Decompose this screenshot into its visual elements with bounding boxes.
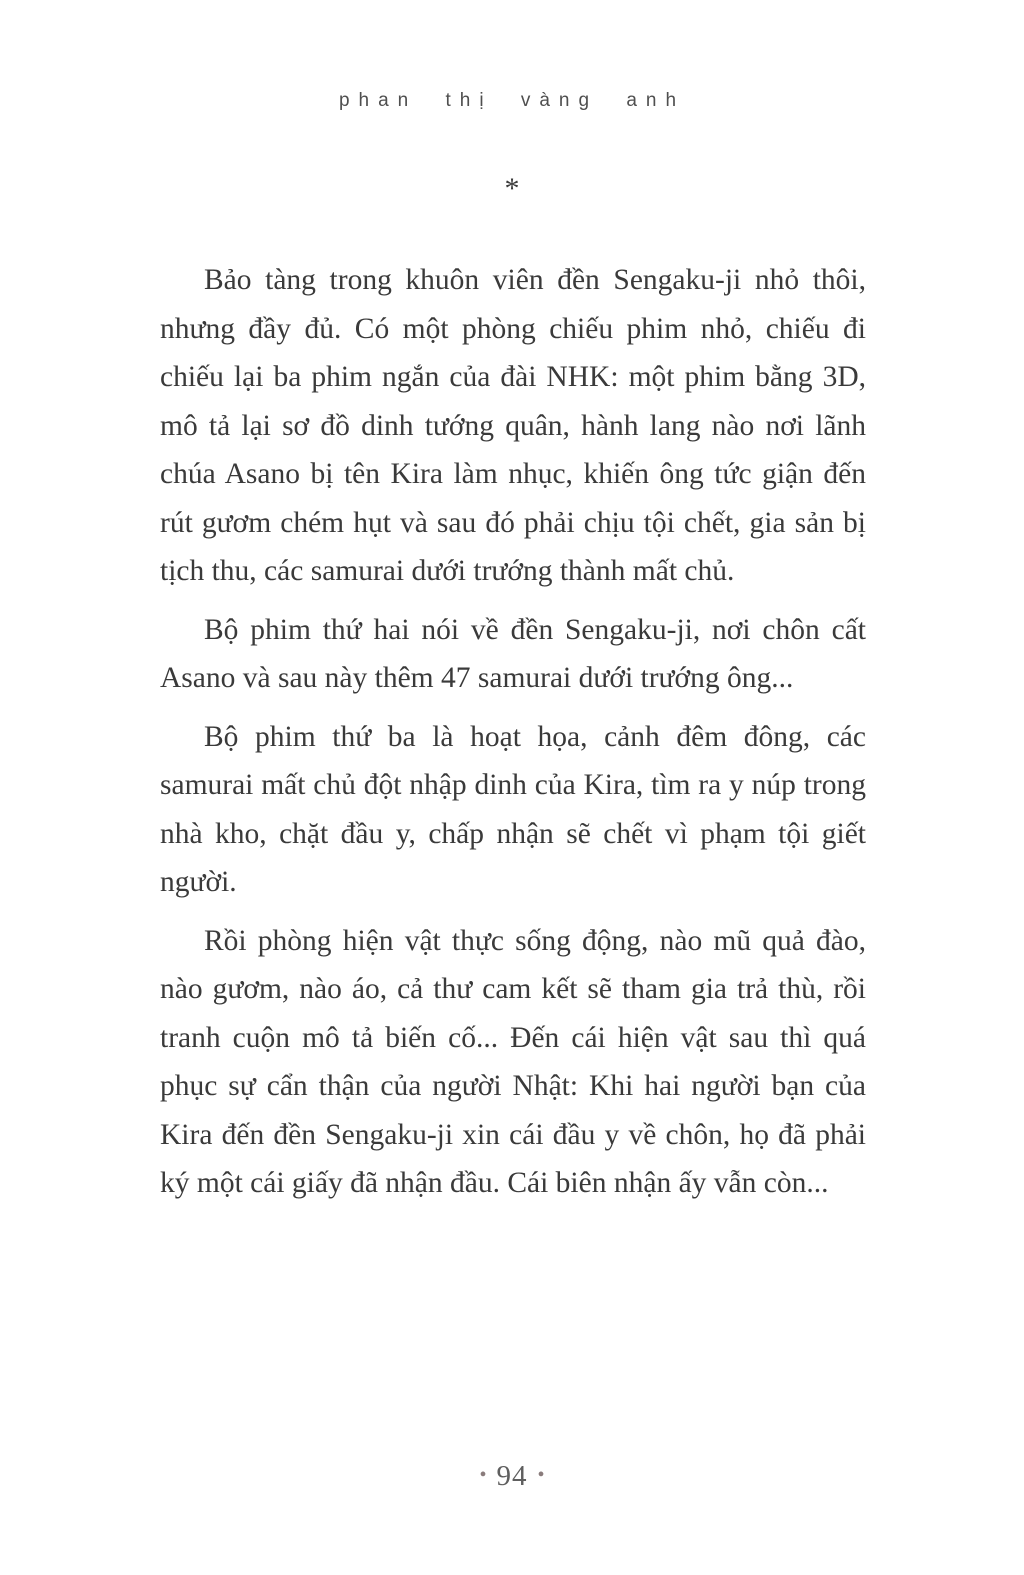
page-footer (0, 1460, 1024, 1493)
paragraph-third-film: Bộ phim thứ ba là hoạt họa, cảnh đêm đông, các samurai mất chủ đột nhập dinh của Kira, tìm ra y núp trong nhà kho, chặt đầu y, chấp nhận sẽ chết vì phạm tội giết người. (160, 720, 866, 898)
running-head-author: phan thị vàng anh (338, 90, 686, 111)
paragraph-second-film: Bộ phim thứ hai nói về đền Sengaku-ji, nơi chôn cất Asano và sau này thêm 47 samurai dưới trướng ông... (160, 613, 866, 694)
page-number: 94 (496, 1460, 528, 1492)
footer-right-dot: • (537, 1464, 545, 1486)
paragraph-artifacts: Rồi phòng hiện vật thực sống động, nào mũ quả đào, nào gươm, nào áo, cả thư cam kết sẽ tham gia trả thù, rồi tranh cuộn mô tả biến cố... Đến cái hiện vật sau thì quá phục sự cẩn thận của người Nhật: Khi hai người bạn của Kira đến đền Sengaku-ji xin cái đầu y về chôn, họ đã phải ký một cái giấy đã nhận đầu. Cái biên nhận ấy vẫn còn... (160, 924, 866, 1199)
body-text (0, 256, 1024, 1208)
paragraph-museum-intro: Bảo tàng trong khuôn viên đền Sengaku-ji nhỏ thôi, nhưng đầy đủ. Có một phòng chiếu phim nhỏ, chiếu đi chiếu lại ba phim ngắn của đài NHK: một phim bằng 3D, mô tả lại sơ đồ dinh tướng quân, hành lang nào nơi lãnh chúa Asano bị tên Kira làm nhục, khiến ông tức giận đến rút gươm chém hụt và sau đó phải chịu tội chết, gia sản bị tịch thu, các samurai dưới trướng thành mất chủ. (160, 264, 866, 587)
section-separator-asterisk: * (504, 172, 520, 205)
footer-left-dot: • (479, 1464, 487, 1486)
